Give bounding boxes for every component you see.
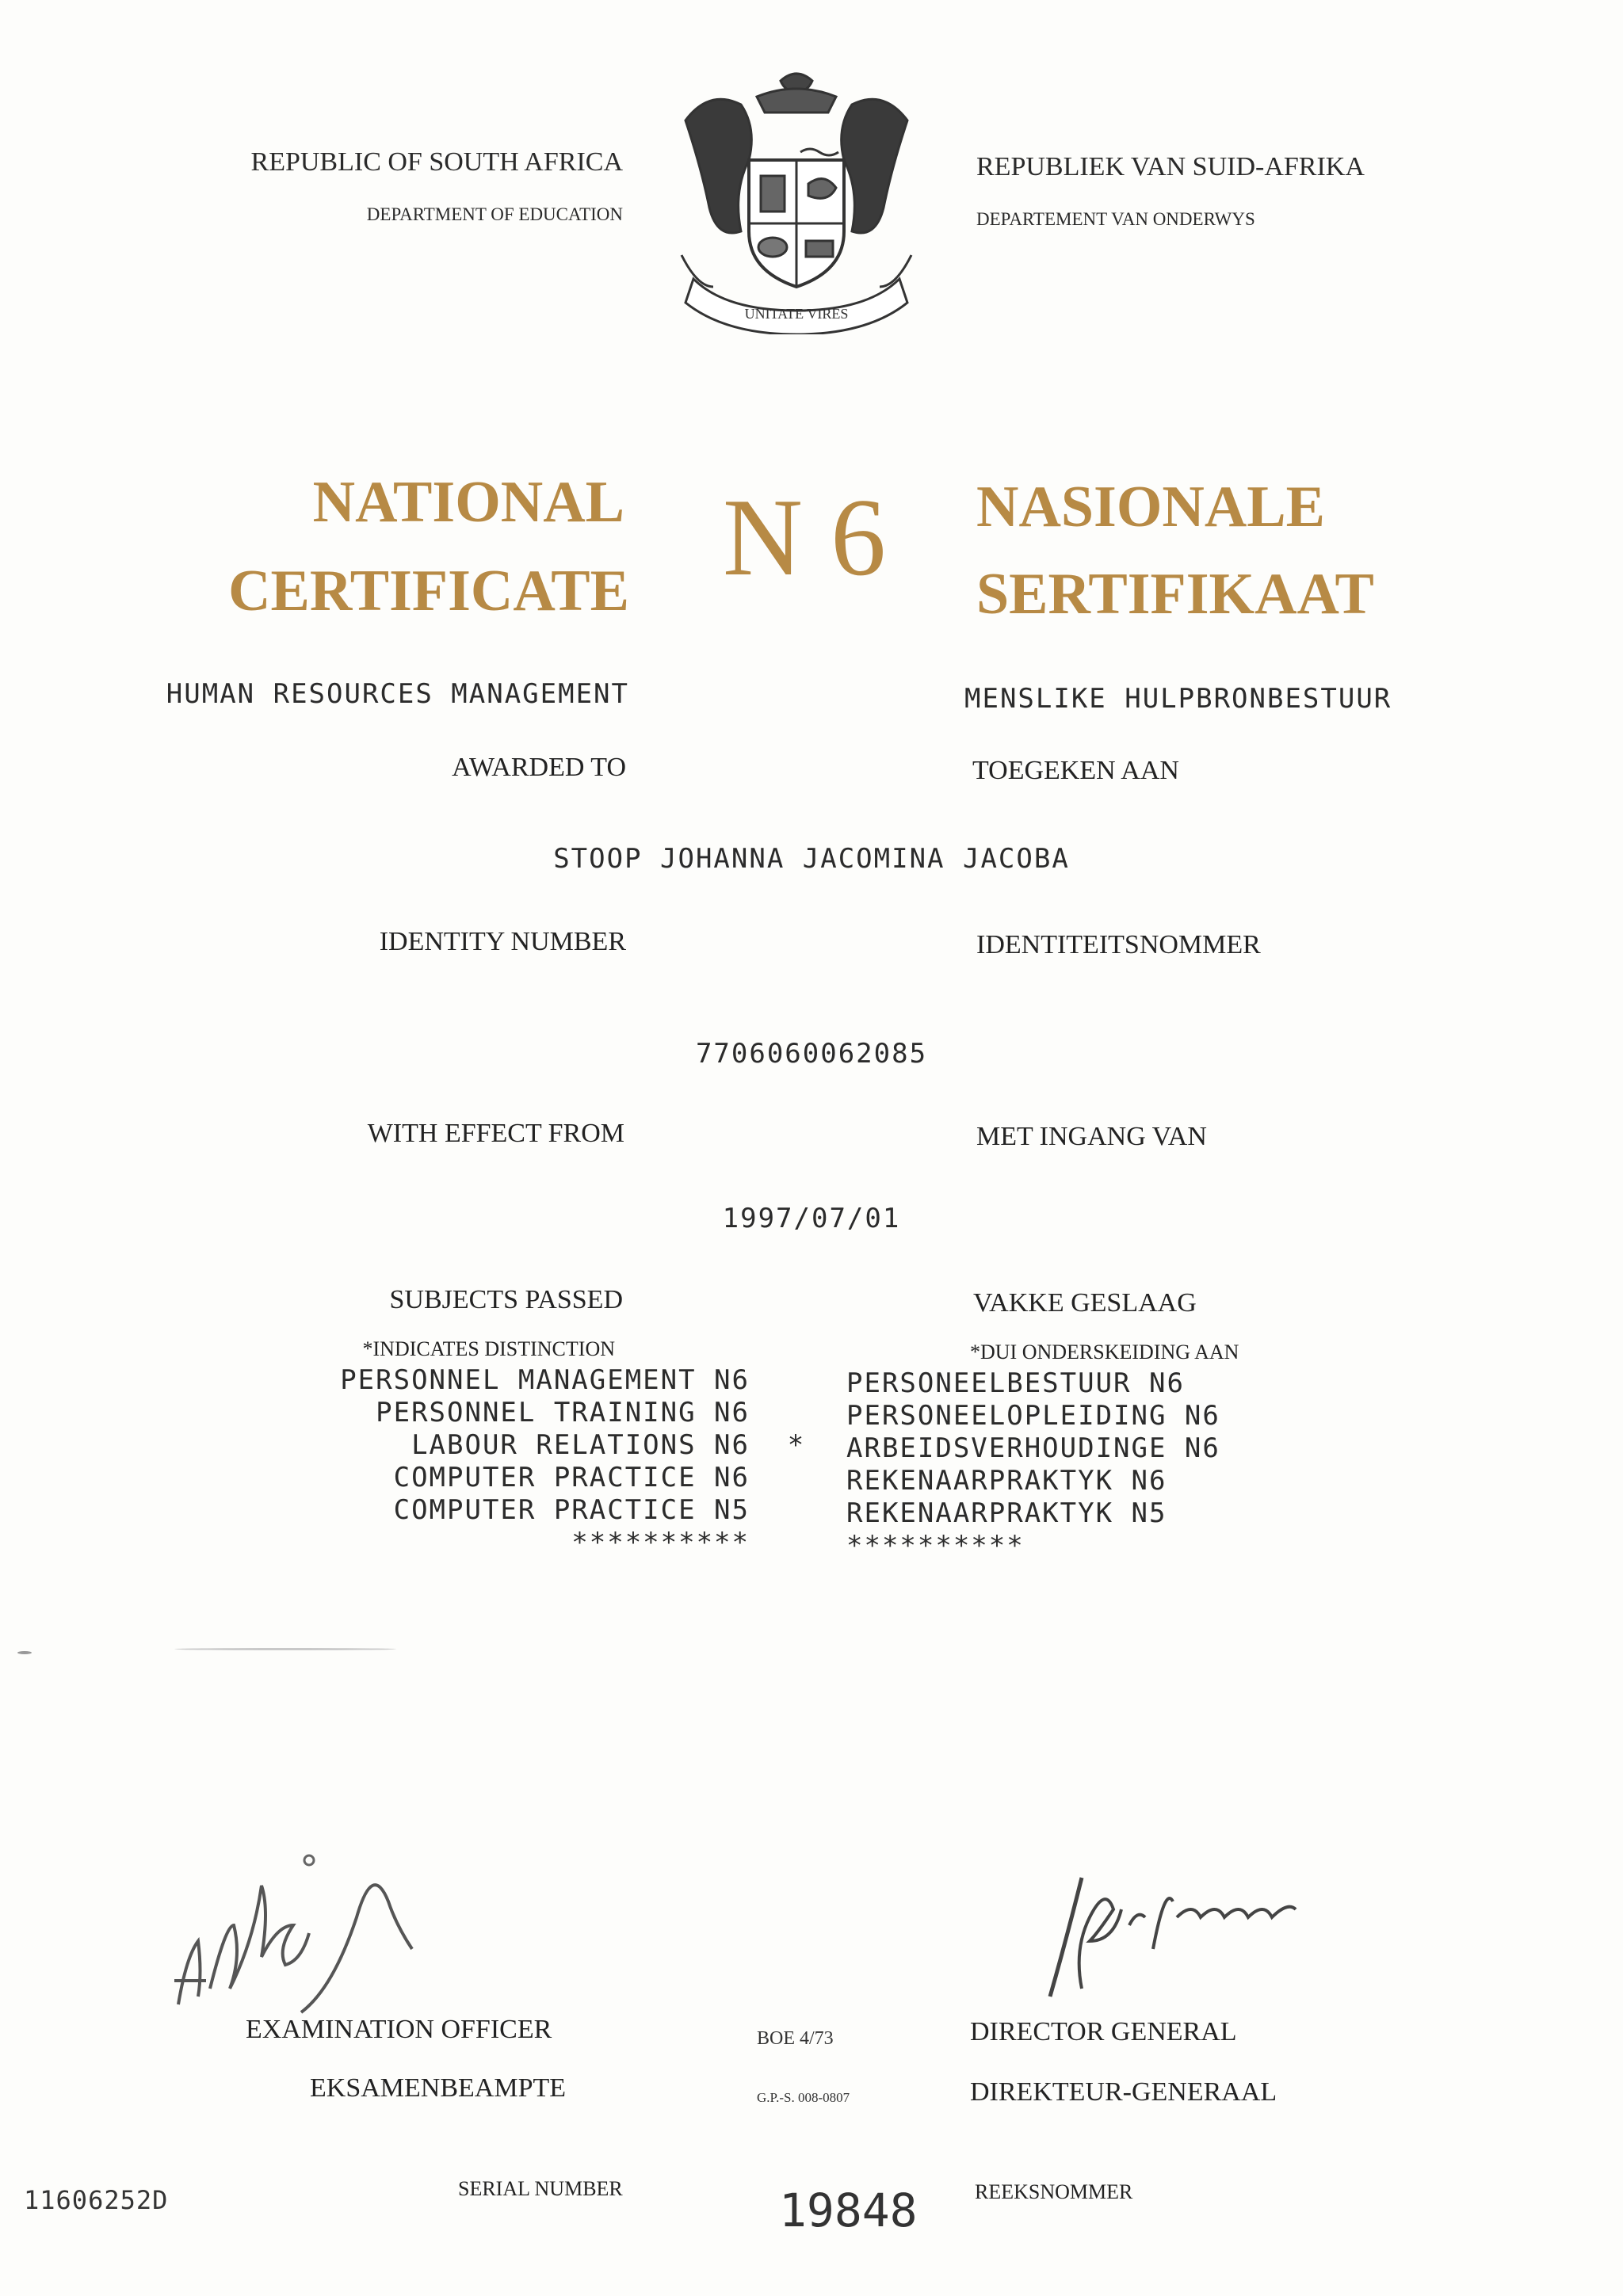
director-title-en: DIRECTOR GENERAL [970,2017,1237,2046]
subjects-list-af [846,1367,1220,1562]
distinction-mark [781,1527,812,1559]
distinction-mark [781,1494,812,1527]
distinction-note-af: *DUI ONDERSKEIDING AAN [970,1341,1239,1363]
subject-en: PERSONNEL MANAGEMENT N6 [340,1364,750,1396]
identity-number: 7706060062085 [695,1038,928,1070]
exam-officer-title-en: EXAMINATION OFFICER [246,2015,552,2044]
header-department-en: DEPARTMENT OF EDUCATION [366,204,623,224]
serial-label-af: REEKSNOMMER [975,2180,1133,2203]
scan-speck [17,1651,32,1654]
control-number: 11606252D [24,2185,169,2215]
director-general-signature [1018,1862,1359,2004]
director-title-af: DIREKTEUR-GENERAAL [970,2077,1277,2107]
course-name-en: HUMAN RESOURCES MANAGEMENT [166,678,629,710]
subject-af: REKENAARPRAKTYK N6 [846,1465,1167,1497]
exam-officer-title-af: EKSAMENBEAMPTE [310,2073,567,2103]
print-code: G.P.-S. 008-0807 [757,2090,850,2105]
motto-text: UNITATE VIRES [744,306,849,322]
subjects-label-en: SUBJECTS PASSED [389,1285,623,1314]
effect-label-af: MET INGANG VAN [976,1122,1207,1151]
awarded-label-af: TOEGEKEN AAN [972,756,1179,785]
form-code: BOE 4/73 [757,2028,834,2049]
identity-label-en: IDENTITY NUMBER [379,927,626,956]
distinction-marks [781,1364,812,1559]
subject-af: PERSONEELOPLEIDING N6 [846,1400,1220,1432]
subject-terminator-af: ********** [846,1530,1025,1562]
header-department-af: DEPARTEMENT VAN ONDERWYS [976,209,1255,229]
subjects-label-af: VAKKE GESLAAG [973,1288,1197,1318]
subject-en: COMPUTER PRACTICE N6 [393,1462,750,1493]
subject-af: PERSONEELBESTUUR N6 [846,1367,1185,1399]
recipient-name: STOOP JOHANNA JACOMINA JACOBA [553,843,1070,875]
effect-date: 1997/07/01 [722,1203,901,1234]
title-en-line2: CERTIFICATE [228,559,629,624]
serial-label-en: SERIAL NUMBER [458,2177,623,2200]
subject-af: ARBEIDSVERHOUDINGE N6 [846,1432,1220,1464]
title-af-line2: SERTIFIKAAT [976,562,1374,627]
serial-number: 19848 [779,2183,918,2237]
header-country-af: REPUBLIEK VAN SUID-AFRIKA [976,152,1365,181]
awarded-label-en: AWARDED TO [452,753,626,782]
course-name-af: MENSLIKE HULPBRONBESTUUR [964,683,1392,715]
subject-en: LABOUR RELATIONS N6 [411,1429,750,1461]
distinction-mark [781,1364,812,1397]
subject-en: PERSONNEL TRAINING N6 [376,1397,750,1428]
scan-speck [174,1648,396,1650]
examination-officer-signature [166,1854,499,2036]
subject-terminator-en: ********** [571,1527,750,1558]
distinction-mark [781,1397,812,1429]
subject-af: REKENAARPRAKTYK N5 [846,1497,1167,1529]
header-country-en: REPUBLIC OF SOUTH AFRICA [250,147,623,177]
distinction-mark [781,1462,812,1494]
coat-of-arms-emblem [670,65,923,334]
identity-label-af: IDENTITEITSNOMMER [976,930,1261,959]
effect-label-en: WITH EFFECT FROM [367,1119,624,1148]
subject-en: COMPUTER PRACTICE N5 [393,1494,750,1526]
title-en-line1: NATIONAL [312,470,624,535]
distinction-mark: * [787,1429,806,1461]
certificate-level: N 6 [722,476,887,599]
distinction-note-en: *INDICATES DISTINCTION [362,1337,615,1360]
title-af-line1: NASIONALE [976,475,1325,540]
subjects-list-en [340,1364,750,1559]
